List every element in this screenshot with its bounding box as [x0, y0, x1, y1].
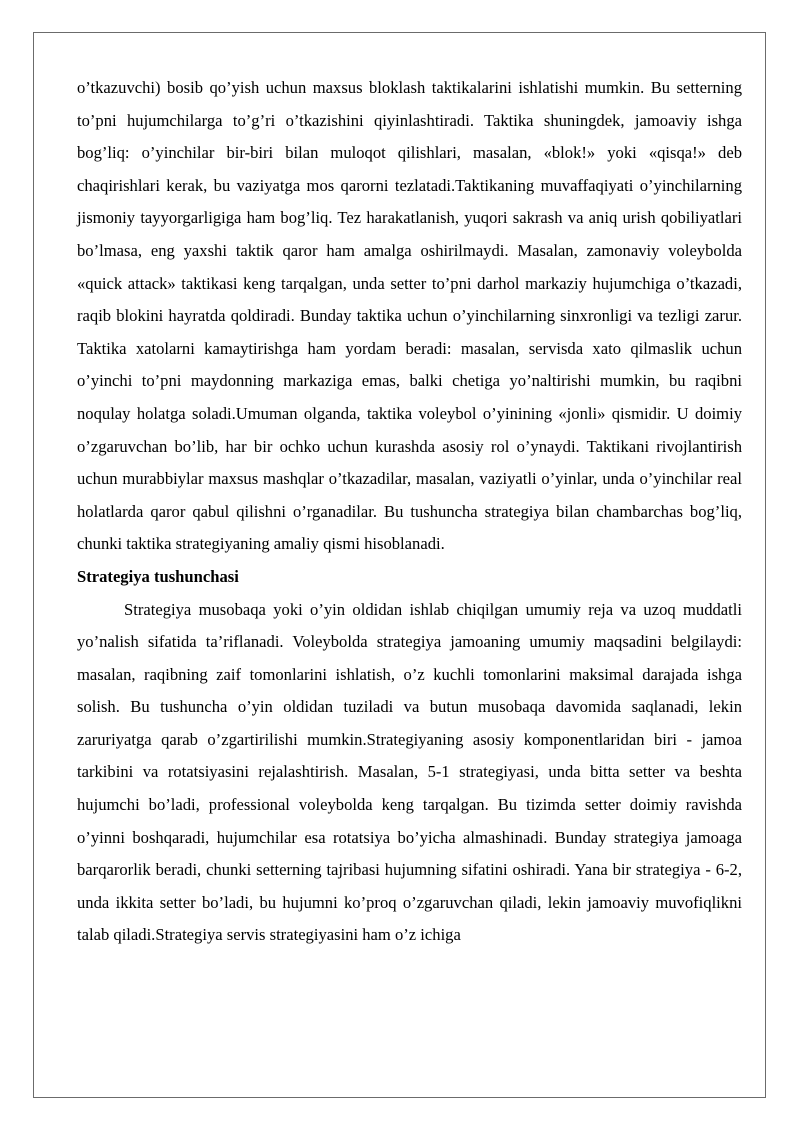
document-body — [77, 72, 742, 952]
section-heading: Strategiya tushunchasi — [77, 566, 239, 586]
paragraph-strategy: Strategiya musobaqa yoki o’yin oldidan ishlab chiqilgan umumiy reja va uzoq muddatli yo’nalish sifatida ta’riflanadi. Voleybolda strategiya jamoaning umumiy maqsadini belgilaydi: masalan, raqibning zaif tomonlarini ishlatish, o’z kuchli tomonlarini maksimal darajada ishga solish. Bu tushuncha o’yin oldidan tuziladi va butun musobaqa davomida saqlanadi, lekin zaruriyatga qarab o’zgartirilishi mumkin.Strategiyaning asosiy komponentlaridan biri - jamoa tarkibini va rotatsiyasini rejalashtirish. Masalan, 5-1 strategiyasi, unda bitta setter va beshta hujumchi bo’ladi, professional voleybolda keng tarqalgan. Bu tizimda setter doimiy ravishda o’yinni boshqaradi, hujumchilar esa rotatsiya bo’yicha almashinadi. Bunday strategiya jamoaga barqarorlik beradi, chunki setterning tajribasi hujumning sifatini oshiradi. Yana bir strategiya - 6-2, unda ikkita setter bo’ladi, bu hujumni ko’proq o’zgaruvchan qiladi, lekin jamoaviy muvofiqlikni talab qiladi.Strategiya servis strategiyasini ham o’z ichiga — [77, 599, 742, 945]
paragraph-tactics-continued: o’tkazuvchi) bosib qo’yish uchun maxsus bloklash taktikalarini ishlatishi mumkin. Bu setterning to’pni hujumchilarga to’g’ri o’tkazishini qiyinlashtiradi. Taktika shuningdek, jamoaviy ishga bog’liq: o’yinchilar bir-biri bilan muloqot qilishlari, masalan, «blok!» yoki «qisqa!» deb chaqirishlari kerak, bu vaziyatga mos qarorni tezlatadi.Taktikaning muvaffaqiyati o’yinchilarning jismoniy tayyorgarligiga ham bog’liq. Tez harakatlanish, yuqori sakrash va aniq urish qobiliyatlari bo’lmasa, eng yaxshi taktik qaror ham amalga oshirilmaydi. Masalan, zamonaviy voleybolda «quick attack» taktikasi keng tarqalgan, unda setter to’pni darhol markaziy hujumchiga o’tkazadi, raqib blokini hayratda qoldiradi. Bunday taktika uchun o’yinchilarning sinxronligi va tezligi zarur. Taktika xatolarni kamaytirishga ham yordam beradi: masalan, servisda xato qilmaslik uchun o’yinchi to’pni maydonning markaziga emas, balki chetiga yo’naltirishi mumkin, bu raqibni noqulay holatga soladi.Umuman olganda, taktika voleybol o’yinining «jonli» qismidir. U doimiy o’zgaruvchan bo’lib, har bir ochko uchun kurashda asosiy rol o’ynaydi. Taktikani rivojlantirish uchun murabbiylar maxsus mashqlar o’tkazadilar, masalan, vaziyatli o’yinlar, unda o’yinchilar real holatlarda qaror qabul qilishni o’rganadilar. Bu tushuncha strategiya bilan chambarchas bog’liq, chunki taktika strategiyaning amaliy qismi hisoblanadi. — [77, 78, 742, 554]
